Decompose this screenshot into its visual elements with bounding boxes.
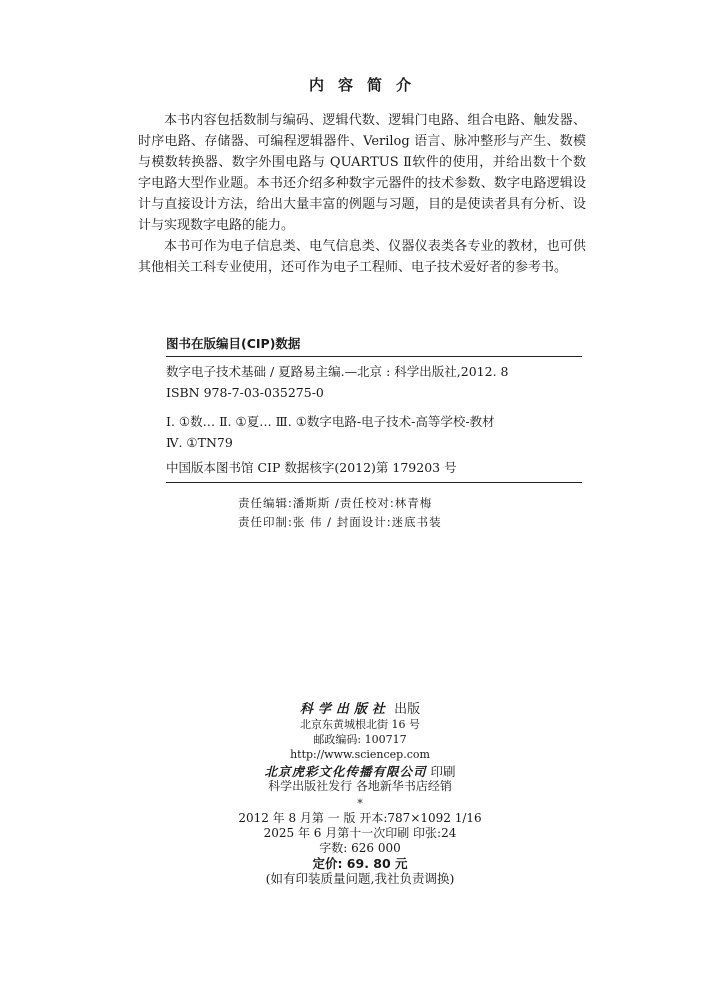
summary-paragraph-1: 本书内容包括数制与编码、逻辑代数、逻辑门电路、组合电路、触发器、时序电路、存储器、可编程逻辑器件、Verilog 语言、脉冲整形与产生、数模与模数转换器、数字外围电路与 QUARTUS Ⅱ软件的使用，并给出数十个数字电路大型作业题。本书还介绍多种数字元器件的技术参数、数字电路逻辑设计与直接设计方法，给出大量丰富的例题与习题，目的是使读者具有分析、设计与实现数字电路的能力。 xyxy=(138,113,586,233)
printing-line: 2025 年 6 月第十一次印刷 印张:24 xyxy=(263,826,457,840)
word-count: 字数: 626 000 xyxy=(319,841,401,855)
printer-suffix: 印刷 xyxy=(430,764,456,779)
cip-block xyxy=(166,334,582,483)
publisher-url: http://www.sciencep.com xyxy=(290,748,430,761)
imprint xyxy=(0,702,720,886)
credits xyxy=(238,494,442,532)
cip-heading: 图书在版编目(CIP)数据 xyxy=(166,334,582,357)
cip-number: 中国版本图书馆 CIP 数据核字(2012)第 179203 号 xyxy=(166,460,457,475)
summary-body xyxy=(138,110,586,278)
cip-isbn: ISBN 978-7-03-035275-0 xyxy=(166,385,324,400)
separator-star: * xyxy=(357,797,363,810)
cip-body xyxy=(166,357,582,478)
edition-line: 2012 年 8 月第 一 版 开本:787×1092 1/16 xyxy=(238,811,482,825)
summary-title: 内容简介 xyxy=(308,76,425,94)
credits-line-2: 责任印制:张 伟 / 封面设计:迷底书装 xyxy=(238,515,442,529)
publisher-postcode: 邮政编码: 100717 xyxy=(313,733,407,746)
quality-notice: (如有印装质量问题,我社负责调换) xyxy=(265,871,455,886)
credits-line-1: 责任编辑:潘斯斯 /责任校对:林青梅 xyxy=(238,496,433,510)
summary-paragraph-2: 本书可作为电子信息类、电气信息类、仪器仪表类各专业的教材，也可供其他相关工科专业使用，还可作为电子工程师、电子技术爱好者的参考书。 xyxy=(138,239,586,275)
printer-logo: 北京虎彩文化传播有限公司 xyxy=(264,764,427,779)
distribution-line: 科学出版社发行 各地新华书店经销 xyxy=(268,779,452,793)
cip-class-line-1: Ⅰ. ①数… Ⅱ. ①夏… Ⅲ. ①数字电路-电子技术-高等学校-教材 xyxy=(166,414,495,429)
publisher-logo: 科学出版社 xyxy=(299,702,390,717)
publisher-address: 北京东黄城根北街 16 号 xyxy=(300,718,420,731)
printer-line xyxy=(0,764,720,779)
cip-bottom-rule xyxy=(166,482,582,483)
price: 定价: 69. 80 元 xyxy=(312,856,408,871)
cip-title-line: 数字电子技术基础 / 夏路易主编.—北京 : 科学出版社,2012. 8 xyxy=(166,364,509,379)
publisher-line xyxy=(0,702,720,717)
publisher-suffix: 出版 xyxy=(394,702,421,717)
cip-class-line-2: Ⅳ. ①TN79 xyxy=(166,435,233,450)
